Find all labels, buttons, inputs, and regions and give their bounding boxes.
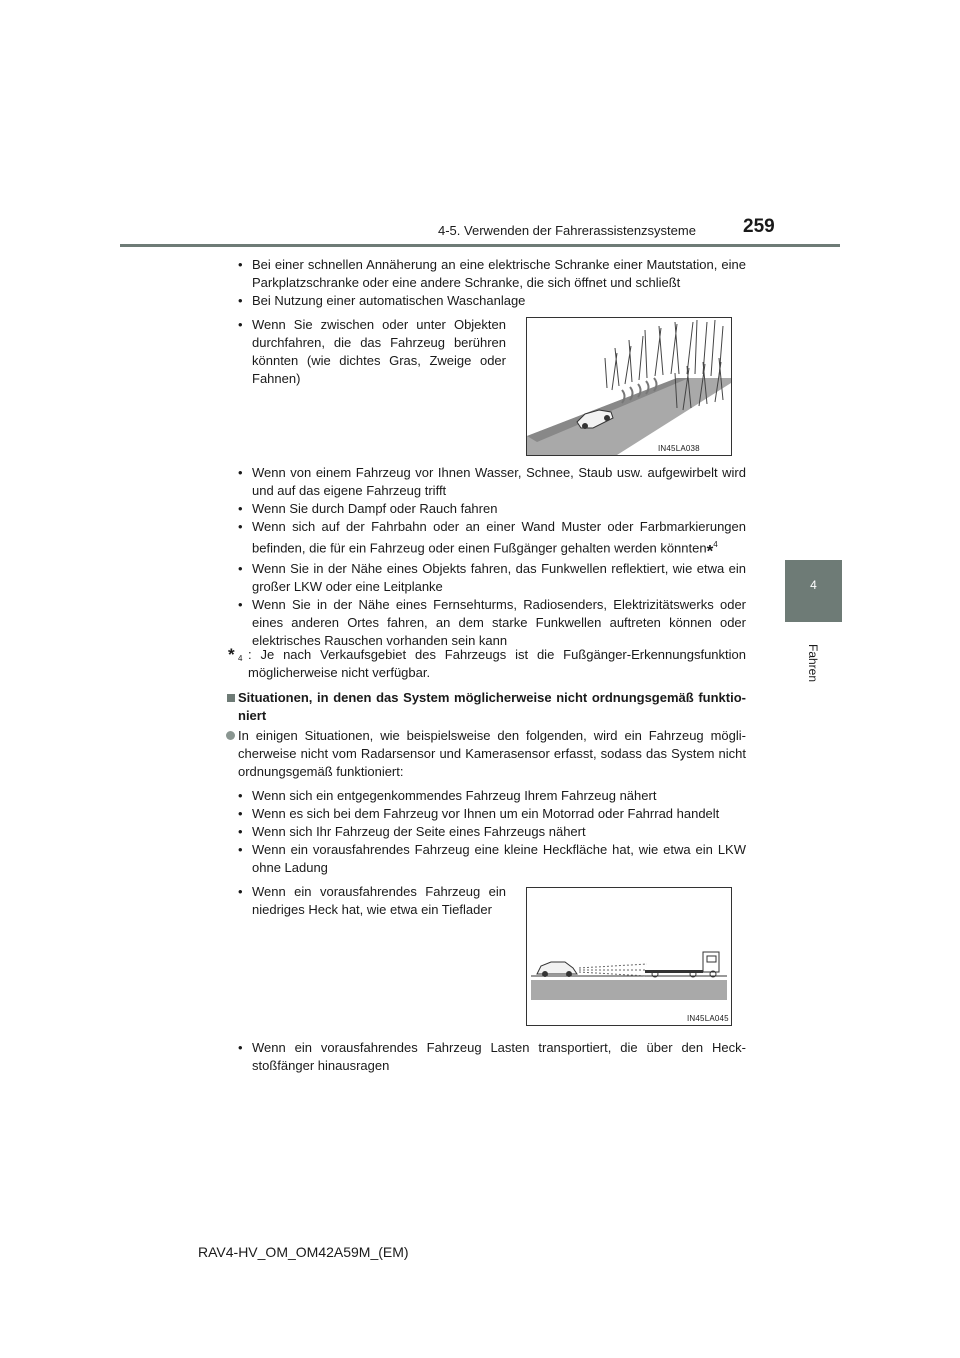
section-square-icon (227, 694, 235, 702)
list-item (238, 518, 746, 560)
list-item: • Wenn Sie zwischen oder unter Objekten durchfahren, die das Fahrzeug berühren könnten (wie dichtes Gras, Zweige oder Fahnen) (238, 316, 506, 388)
car-behind-low-trailer-illustration (527, 888, 731, 1025)
bullet-figure2 (238, 883, 506, 919)
list-item: • Wenn es sich bei dem Fahrzeug vor Ihnen um ein Motorrad oder Fahrrad handelt (238, 805, 746, 823)
chapter-label-text: Fahren (806, 643, 820, 683)
list-item: • Wenn sich ein entgegenkommendes Fahrzeug Ihrem Fahrzeug nähert (238, 787, 746, 805)
figure-code: IN45LA038 (658, 444, 700, 453)
chapter-number: 4 (810, 578, 817, 592)
car-passing-through-grass-illustration (527, 318, 731, 455)
intro-paragraph: In einigen Situationen, wie beispielsweise den folgenden, wird ein Fahrzeug mögli-cherweise nicht vom Radarsensor und Kamerasensor erfasst, sodass das System nicht ordnungsgemäß funktioniert: (238, 728, 746, 779)
footnote-marker: * (228, 645, 235, 664)
list-item: • Bei einer schnellen Annäherung an eine elektrische Schranke einer Mautstation, eine Parkplatzschranke oder eine andere Schranke, die sich öffnet und schließt (238, 256, 746, 292)
footnote-number: 4 (238, 654, 243, 663)
circle-bullet-icon (226, 731, 235, 740)
list-item: • Wenn ein vorausfahrendes Fahrzeug eine kleine Heckfläche hat, wie etwa ein LKW ohne Ladung (238, 841, 746, 877)
chapter-tab[interactable] (785, 560, 842, 622)
list-item: • Wenn sich Ihr Fahrzeug der Seite eines Fahrzeugs nähert (238, 823, 746, 841)
figure-trailer-illustration (526, 887, 732, 1026)
page-number: 259 (743, 216, 775, 237)
footnote-reference-number: 4 (713, 540, 718, 549)
list-item: • Wenn ein vorausfahrendes Fahrzeug ein niedriges Heck hat, wie etwa ein Tieflader (238, 883, 506, 919)
section-heading: Situationen, in denen das System möglicherweise nicht ordnungsgemäß funktio-niert (238, 690, 746, 723)
footnote (228, 646, 746, 682)
list-item: • Bei Nutzung einer automatischen Waschanlage (238, 292, 746, 310)
bullet-list-lower (238, 787, 746, 877)
section-header-title: 4-5. Verwenden der Fahrerassistenzsysteme (438, 223, 696, 238)
list-item: • Wenn ein vorausfahrendes Fahrzeug Lasten transportiert, die über den Heck-stoßfänger hinausragen (238, 1039, 746, 1075)
figure-grass-illustration (526, 317, 732, 456)
bullet-last (238, 1039, 746, 1075)
list-item-text: Wenn sich auf der Fahrbahn oder an einer Wand Muster oder Farbmarkierungen befinden, die für ein Fahrzeug oder einen Fußgänger gehalten werden könnten (252, 519, 746, 556)
list-item: • Wenn Sie in der Nähe eines Fernsehturms, Radiosenders, Elektrizitätswerks oder eines anderen Ortes fahren, an dem starke Funkwellen auftreten können oder elektrisches Rauschen vorhanden sein kann (238, 596, 746, 650)
bullet-list-top (238, 256, 746, 310)
footnote-text: : Je nach Verkaufsgebiet des Fahrzeugs ist die Fußgänger-Erkennungsfunktion möglicherweise nicht verfügbar. (248, 647, 746, 680)
list-item: • Wenn Sie in der Nähe eines Objekts fahren, das Funkwellen reflektiert, wie etwa ein großer LKW oder eine Leitplanke (238, 560, 746, 596)
chapter-label (798, 640, 828, 690)
list-item: • Wenn von einem Fahrzeug vor Ihnen Wasser, Schnee, Staub usw. aufgewirbelt wird und auf das eigene Fahrzeug trifft (238, 464, 746, 500)
list-item: • Wenn Sie durch Dampf oder Rauch fahren (238, 500, 746, 518)
bullet-list-middle (238, 464, 746, 650)
document-code: RAV4-HV_OM_OM42A59M_(EM) (198, 1244, 409, 1260)
footnote-reference-marker: * (706, 541, 714, 561)
bullet-figure1 (238, 316, 506, 388)
header-divider (120, 244, 840, 247)
figure-code: IN45LA045 (687, 1014, 729, 1023)
